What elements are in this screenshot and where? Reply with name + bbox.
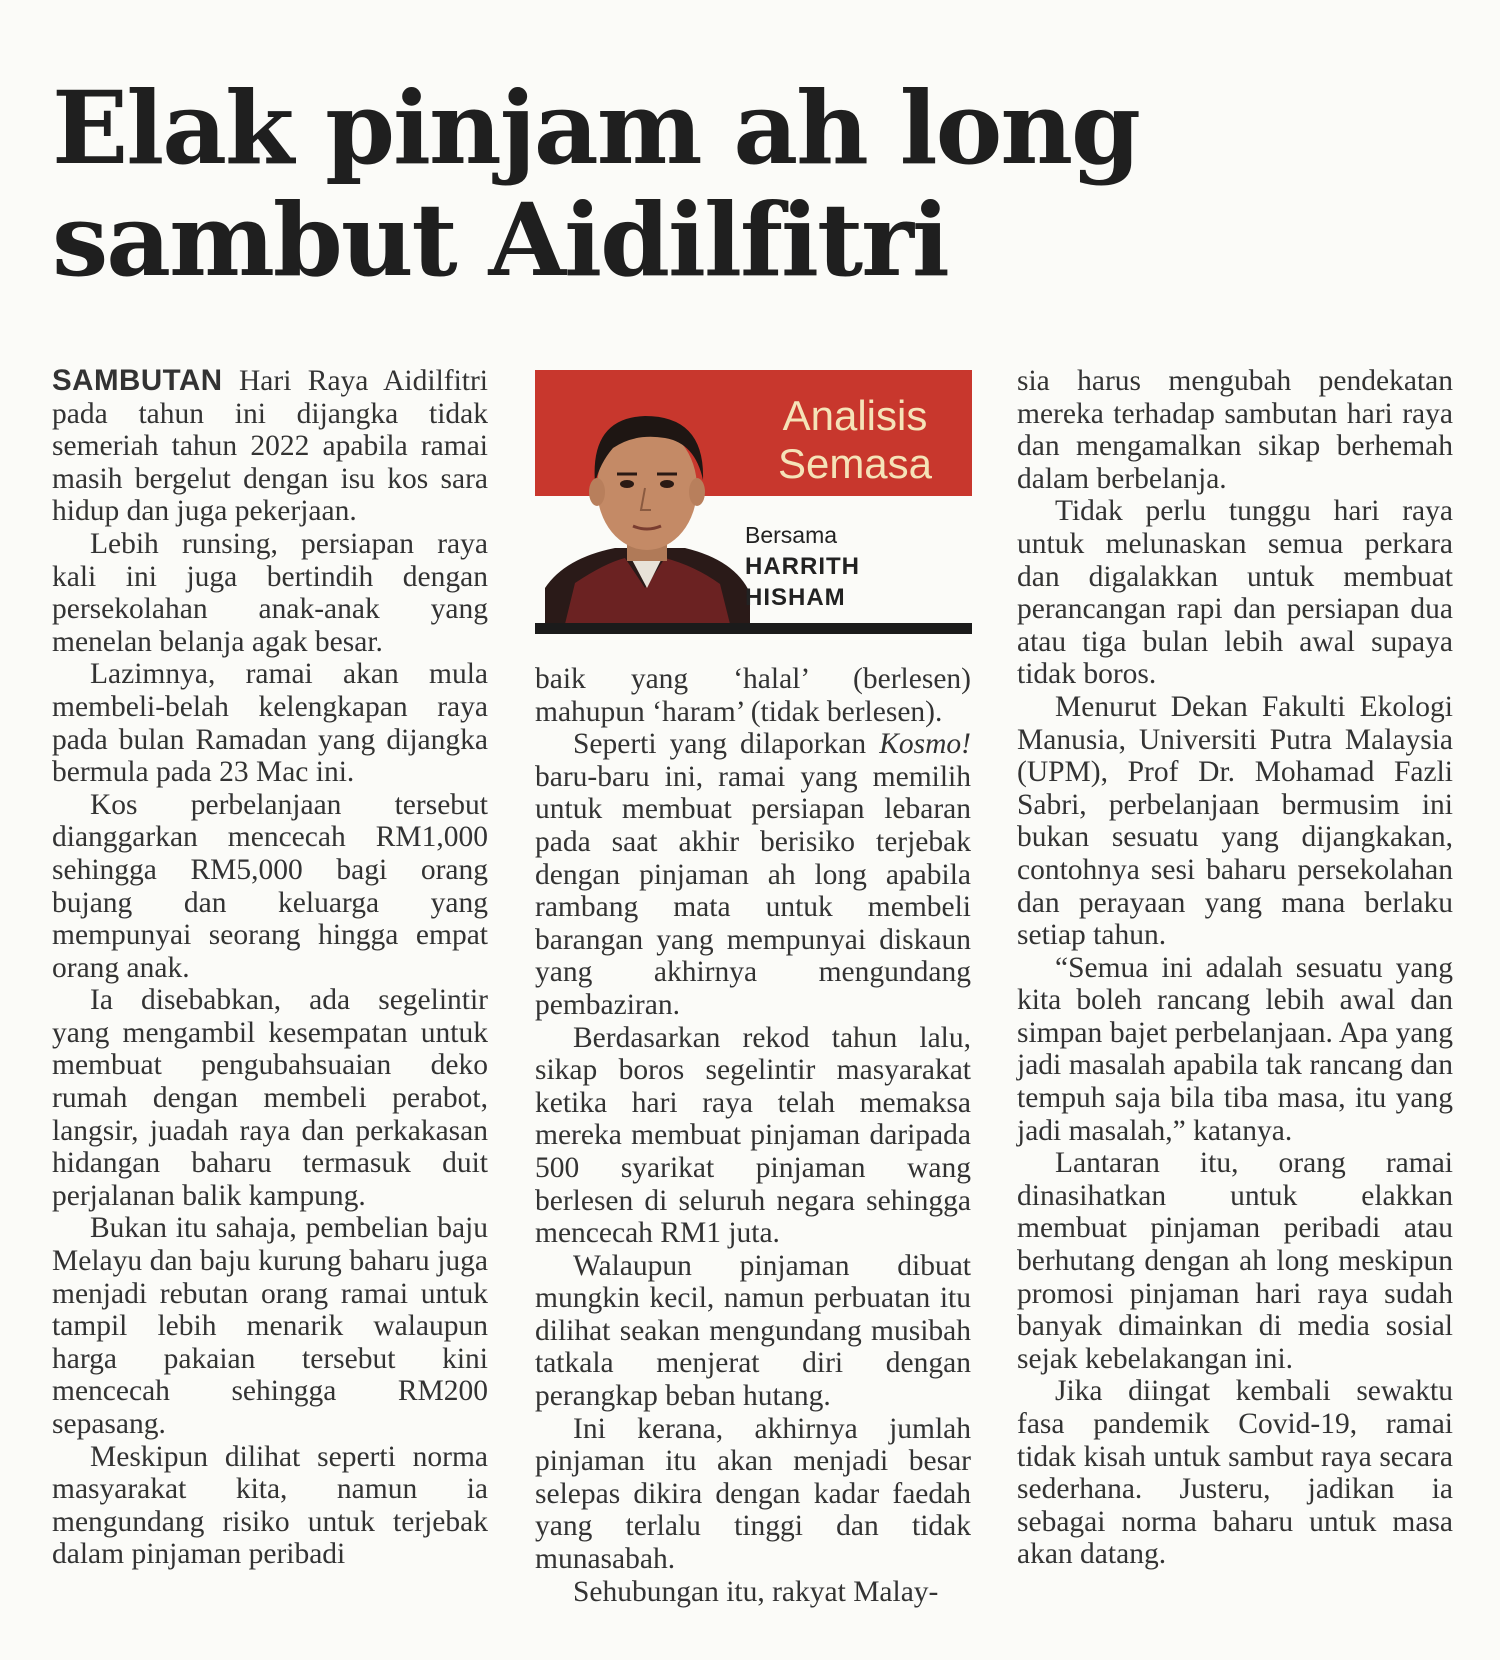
article-paragraph: Ini kerana, akhirnya jumlah pinjaman itu akan menjadi besar selepas dikira dengan kadar faedah yang terlalu tinggi dan tidak munasabah. [535, 1412, 971, 1576]
article-column-3 [1017, 365, 1453, 1571]
article-paragraph: Lebih runsing, persiapan raya kali ini juga bertindih dengan persekolahan anak-anak yang menelan belanja agak besar. [52, 527, 488, 658]
article-paragraph: Berdasarkan rekod tahun lalu, sikap boros segelintir masyarakat ketika hari raya telah memaksa mereka membuat pinjaman daripada 500 syarikat pinjaman wang berlesen di seluruh negara sehingga mencecah RM1 juta. [535, 1021, 971, 1250]
article-paragraph: sia harus mengubah pendekatan mereka terhadap sambutan hari raya dan mengamalkan sikap berhemah dalam berbelanja. [1017, 365, 1453, 495]
article-paragraph: Meskipun dilihat seperti norma masyarakat kita, namun ia mengundang risiko untuk terjebak dalam pinjaman peribadi [52, 1440, 488, 1571]
author-photo [545, 388, 750, 624]
article-paragraph: Bukan itu sahaja, pembelian baju Melayu dan baju kurung baharu juga menjadi rebutan orang ramai untuk tampil lebih menarik walaupun harga pakaian tersebut kini mencecah sehingga RM200 sepasang. [52, 1212, 488, 1440]
kicker-line-2: Semasa [777, 440, 933, 487]
article-paragraph: Seperti yang dilaporkan Kosmo! baru-baru ini, ramai yang memilih untuk membuat persiapan lebaran pada saat akhir berisiko terjebak dengan pinjaman ah long apabila rambang mata untuk membeli barangan yang mempunyai diskaun yang akhirnya mengundang pembaziran. [535, 728, 971, 1021]
headline-line-1: Elak pinjam ah long [52, 69, 1139, 187]
headline [52, 69, 1452, 299]
author-name: HARRITH HISHAM [745, 553, 860, 611]
article-paragraph: Jika diingat kembali sewaktu fasa pandemik Covid-19, ramai tidak kisah untuk sambut raya secara sederhana. Justeru, jadikan ia sebagai norma baharu untuk masa akan datang. [1017, 1375, 1453, 1571]
article-paragraph: Kos perbelanjaan tersebut dianggarkan mencecah RM1,000 sehingga RM5,000 bagi orang bujang dan keluarga yang mempunyai seorang hingga empat orang anak. [52, 788, 488, 984]
article-paragraph: “Semua ini adalah sesuatu yang kita boleh rancang lebih awal dan simpan bajet perbelanjaan. Apa yang jadi masalah apabila tak rancang dan tempuh saja bila tiba masa, itu yang jadi masalah,” katanya. [1017, 951, 1453, 1147]
article-paragraph: Tidak perlu tunggu hari raya untuk melunaskan semua perkara dan digalakkan untuk membuat perancangan rapi dan persiapan dua atau tiga bulan lebih awal supaya tidak boros. [1017, 495, 1453, 691]
article-paragraph: Lazimnya, ramai akan mula membeli-belah kelengkapan raya pada bulan Ramadan yang dijangka bermula pada 23 Mac ini. [52, 658, 488, 789]
article-paragraph: Sehubungan itu, rakyat Malay- [573, 1575, 939, 1608]
article-paragraph: Menurut Dekan Fakulti Ekologi Manusia, Universiti Putra Malaysia (UPM), Prof Dr. Mohamad Fazli Sabri, perbelanjaan bermusim ini bukan sesuatu yang dijangkakan, contohnya sesi baharu persekolahan dan perayaan yang mana berlaku setiap tahun. [1017, 690, 1453, 952]
kicker-line-1: Analisis [782, 392, 928, 439]
byline-prefix: Bersama [745, 522, 838, 548]
article-paragraph: Lantaran itu, orang ramai dinasihatkan untuk elakkan membuat pinjaman peribadi atau berhutang dengan ah long meskipun promosi pinjaman hari raya sudah banyak dimainkan di media sosial sejak kebelakangan ini. [1017, 1147, 1453, 1375]
article-column-1 [52, 365, 488, 1571]
lead-word: SAMBUTAN [52, 364, 223, 397]
box-rule [535, 623, 972, 634]
column-header-box [535, 370, 972, 634]
article-paragraph: Ia disebabkan, ada segelintir yang mengambil kesempatan untuk membuat pengubahsuaian deko rumah dengan membeli perabot, langsir, juadah raya dan perkakasan hidangan baharu termasuk duit perjalanan balik kampung. [52, 984, 488, 1212]
article-paragraph: Walaupun pinjaman dibuat mungkin kecil, namun perbuatan itu dilihat seakan mengundang musibah tatkala menjerat diri dengan perangkap beban hutang. [535, 1249, 971, 1413]
article-paragraph: SAMBUTAN Hari Raya Aidilfitri pada tahun ini dijangka tidak semeriah tahun 2022 apabila ramai masih bergelut dengan isu kos sara hidup dan juga pekerjaan. [52, 364, 488, 528]
headline-line-2: sambut Aidilfitri [52, 181, 948, 299]
publication-name: Kosmo! [879, 728, 971, 761]
article-paragraph: baik yang ‘halal’ (berlesen) mahupun ‘haram’ (tidak berlesen). [535, 663, 971, 728]
article-column-2 [535, 663, 971, 1608]
column-kicker [745, 392, 965, 488]
